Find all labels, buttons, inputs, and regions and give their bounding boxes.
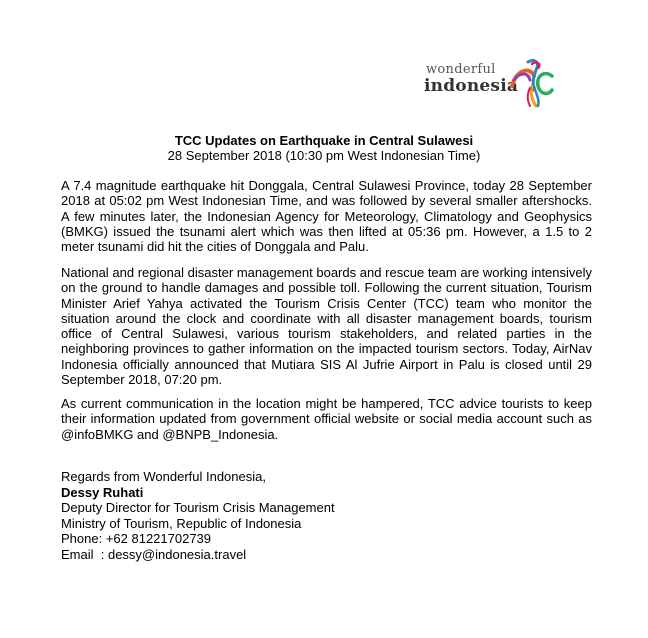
logo-text-wonderful: wonderful xyxy=(426,62,496,77)
email-label: Email : xyxy=(61,546,108,562)
email-address: dessy@indonesia.travel xyxy=(107,546,247,562)
signature-organization: Ministry of Tourism, Republic of Indonesia xyxy=(61,515,302,531)
paragraph-earthquake: A 7.4 magnitude earthquake hit Donggala, Central Sulawesi Province, today 28 September 2018 at 05:02 pm West Indonesian Time, and was followed by several smaller aftershocks. A few minutes later, the Indonesian Agency for Meteorology, Climatology and Geophysics (BMKG) issued the tsunami alert which was then lifted at 05:36 pm. However, a 1.5 to 2 meter tsunami did hit the cities of Donggala and Palu. xyxy=(61,178,592,255)
document-title: TCC Updates on Earthquake in Central Sulawesi xyxy=(174,133,474,148)
signature-phone: Phone: +62 81221702739 xyxy=(61,531,212,547)
signature-regards: Regards from Wonderful Indonesia, xyxy=(61,469,266,484)
signature-position: Deputy Director for Tourism Crisis Management xyxy=(61,500,335,516)
signature-block xyxy=(61,469,335,563)
signature-email-line xyxy=(61,547,335,563)
garuda-bird-icon xyxy=(508,56,558,108)
paragraph-advice: As current communication in the location might be hampered, TCC advice tourists to keep their information updated from government official website or social media account such as @infoBMKG and @BNPB_Indonesia. xyxy=(61,396,592,442)
logo-text-indonesia: indonesia xyxy=(424,76,519,96)
wonderful-indonesia-logo xyxy=(420,56,560,108)
paragraph-response: National and regional disaster management boards and rescue team are working intensively on the ground to handle damages and possible toll. Following the current situation, Tourism Minister Arief Yahya activated the Tourism Crisis Center (TCC) team who monitor the situation around the clock and coordinate with all disaster management boards, tourism office of Central Sulawesi, various tourism stakeholders, and related parties in the neighboring provinces to gather information on the impacted tourism sectors. Today, AirNav Indonesia officially announced that Mutiara SIS Al Jufrie Airport in Palu is closed until 29 September 2018, 07:20 pm. xyxy=(61,265,592,388)
signature-name: Dessy Ruhati xyxy=(61,484,144,500)
document-date: 28 September 2018 (10:30 pm West Indonesian Time) xyxy=(167,148,481,163)
